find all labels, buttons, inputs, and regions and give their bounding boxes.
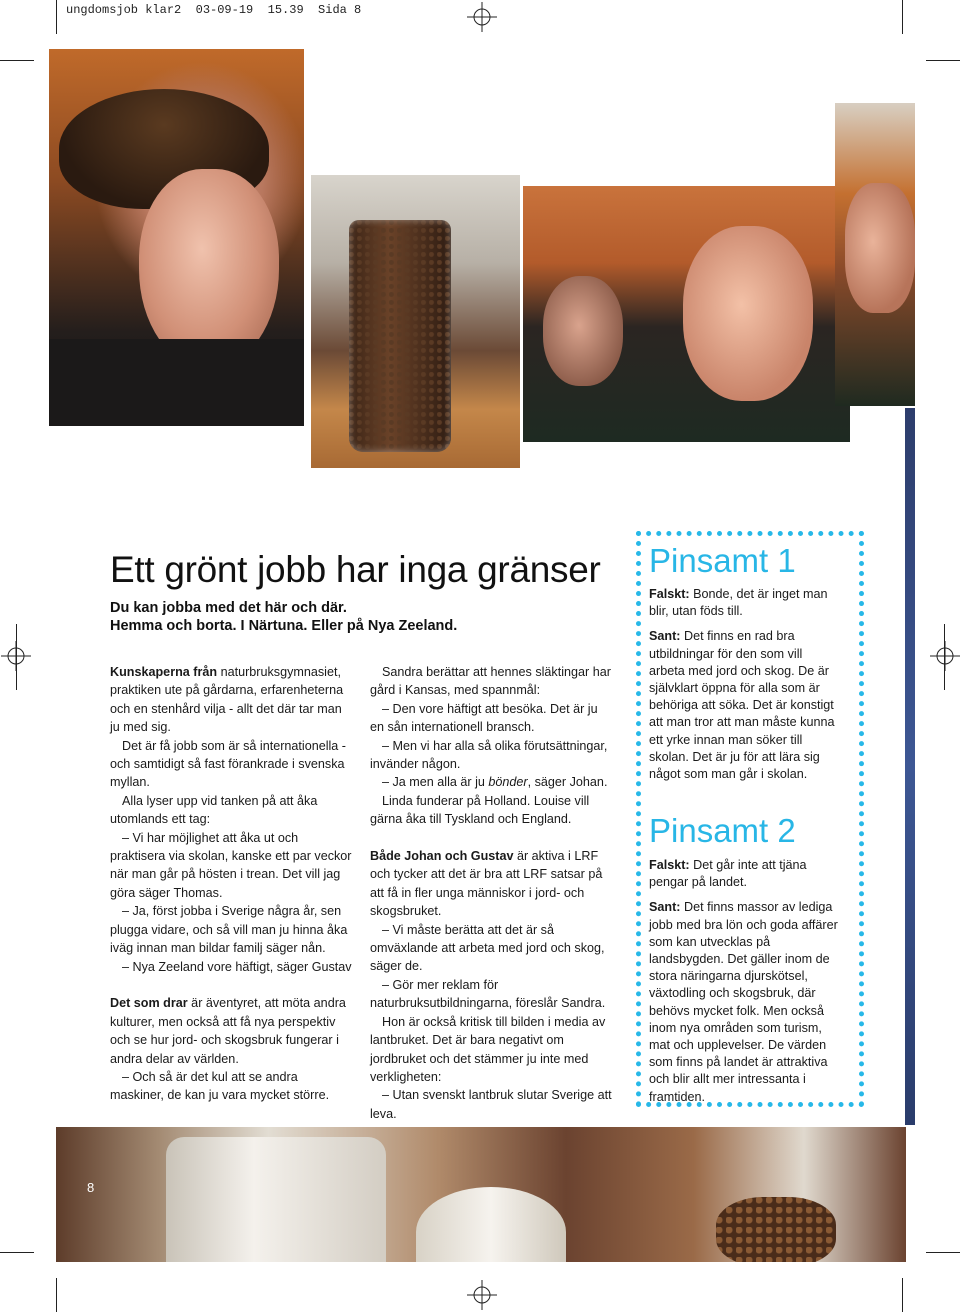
paragraph: Kunskaperna från naturbruksgymnasiet, praktiken ute på gårdarna, erfarenheterna och en stenhård vilja - allt det där tar man ju med sig. <box>110 665 344 735</box>
quote: – Och så är det kul att se andra maskiner, de kan ju vara mycket större. <box>110 1069 330 1103</box>
crop-mark <box>56 1278 57 1312</box>
quote: – Ja, först jobba i Sverige några år, sen plugga vidare, och så vill man ju hinna åka iväg innan man bildar familj säger nån. <box>110 904 348 956</box>
photo-coffee-bean-jar <box>311 175 520 468</box>
paragraph: Hon är också kritisk till bilden i media av lantbruket. Det är bara negativt om jordbruket och det stämmer ju inte med verkligheten: <box>370 1014 606 1084</box>
paragraph: Sandra berättar att hennes släktingar har gård i Kansas, med spannmål: <box>370 665 611 698</box>
crop-mark <box>0 1252 34 1253</box>
photo-boy-portrait <box>49 49 304 426</box>
quote: – Men vi har alla så olika förutsättningar, invänder någon. <box>370 738 608 772</box>
registration-mark-icon <box>467 1280 497 1310</box>
photo-boy-cropped <box>835 103 915 406</box>
quote: – Vi måste berätta att det är så omväxlande att arbeta med jord och skog, säger de. <box>370 922 605 974</box>
paragraph: Alla lyser upp vid tanken på att åka utomlands ett tag: <box>110 793 318 827</box>
pinsamt-1-body <box>649 586 839 791</box>
crop-mark <box>902 1278 903 1312</box>
paragraph: Både Johan och Gustav är aktiva i LRF och tycker att det är bra att LRF satsar på att få in fler unga människor i jord- och skogsbruket. <box>370 849 603 919</box>
crop-mark <box>16 624 17 690</box>
article-column-2 <box>370 663 612 1123</box>
false-claim: Falskt: Bonde, det är inget man blir, utan föds till. <box>649 587 828 619</box>
true-claim: Sant: Det finns en rad bra utbildningar för den som vill arbeta med jord och skog. De är självklart öppna för alla som är behöriga att söka. Det är konstigt att man tror att man måste kunna ett yrke innan man söker till skolan. Det är ju för att lära sig något som man går i skolan. <box>649 629 835 782</box>
crop-mark <box>0 60 34 61</box>
photo-coffee-cups <box>56 1127 906 1262</box>
crop-mark <box>944 624 945 690</box>
crop-mark <box>926 1252 960 1253</box>
false-claim: Falskt: Det går inte att tjäna pengar på landet. <box>649 858 807 890</box>
intro-line: Du kan jobba med det här och där. <box>110 600 347 616</box>
pinsamt-1-title: Pinsamt 1 <box>649 542 796 579</box>
quote: – Ja men alla är ju bönder, säger Johan. <box>382 775 608 790</box>
quote: – Den vore häftigt att besöka. Det är ju en sån internationell bransch. <box>370 701 598 735</box>
quote: – Utan svenskt lantbruk slutar Sverige att leva. <box>370 1088 612 1121</box>
crop-mark <box>56 0 57 34</box>
lead-in: Både Johan och Gustav <box>370 849 514 864</box>
sidebar-color-bar <box>905 408 915 1125</box>
registration-mark-icon <box>467 2 497 32</box>
page-number: 8 <box>87 1180 95 1195</box>
quote: – Nya Zeeland vore häftigt, säger Gustav <box>122 959 352 974</box>
article-column-1 <box>110 663 353 1105</box>
lead-in: Det som drar <box>110 996 188 1011</box>
paragraph: Det som drar är äventyret, att möta andra kulturer, men också att få nya perspektiv och se hur jord- och skogsbruk fungerar i andra delar av världen. <box>110 996 346 1066</box>
intro-line: Hemma och borta. I Närtuna. Eller på Nya Zeeland. <box>110 618 458 634</box>
true-claim: Sant: Det finns massor av lediga jobb med bra lön och goda affärer som kan utvecklas på landsbygden. Det gäller inom de stora näringarna djurskötsel, växtodling och skogsbruk, där behövs mycket folk. Men också inom nya områden som turism, mat och upplevelser. De värden som finns på landet är attraktiva och blir allt mer intressanta i framtiden. <box>649 900 838 1104</box>
registration-mark-icon <box>930 641 960 671</box>
print-slug: ungdomsjob klar2 03-09-19 15.39 Sida 8 <box>66 3 362 17</box>
lead-in: Kunskaperna från <box>110 665 218 679</box>
paragraph: Det är få jobb som är så internationella - och samtidigt så fast förankrade i svenska myllan. <box>110 738 347 790</box>
photo-smiling-boys <box>523 186 850 442</box>
crop-mark <box>926 60 960 61</box>
quote: – Gör mer reklam för naturbruksutbildningarna, föreslår Sandra. <box>370 977 606 1011</box>
page-title: Ett grönt jobb har inga gränser <box>110 549 601 590</box>
crop-mark <box>902 0 903 34</box>
intro-text <box>110 599 580 635</box>
pinsamt-2-title: Pinsamt 2 <box>649 812 796 849</box>
quote: – Vi har möjlighet att åka ut och praktisera via skolan, kanske ett par veckor när man går på hösten i trean. Det vill jag göra säger Thomas. <box>110 830 352 900</box>
pinsamt-2-body <box>649 857 839 1114</box>
paragraph: Linda funderar på Holland. Louise vill gärna åka till Tyskland och England. <box>370 793 590 827</box>
